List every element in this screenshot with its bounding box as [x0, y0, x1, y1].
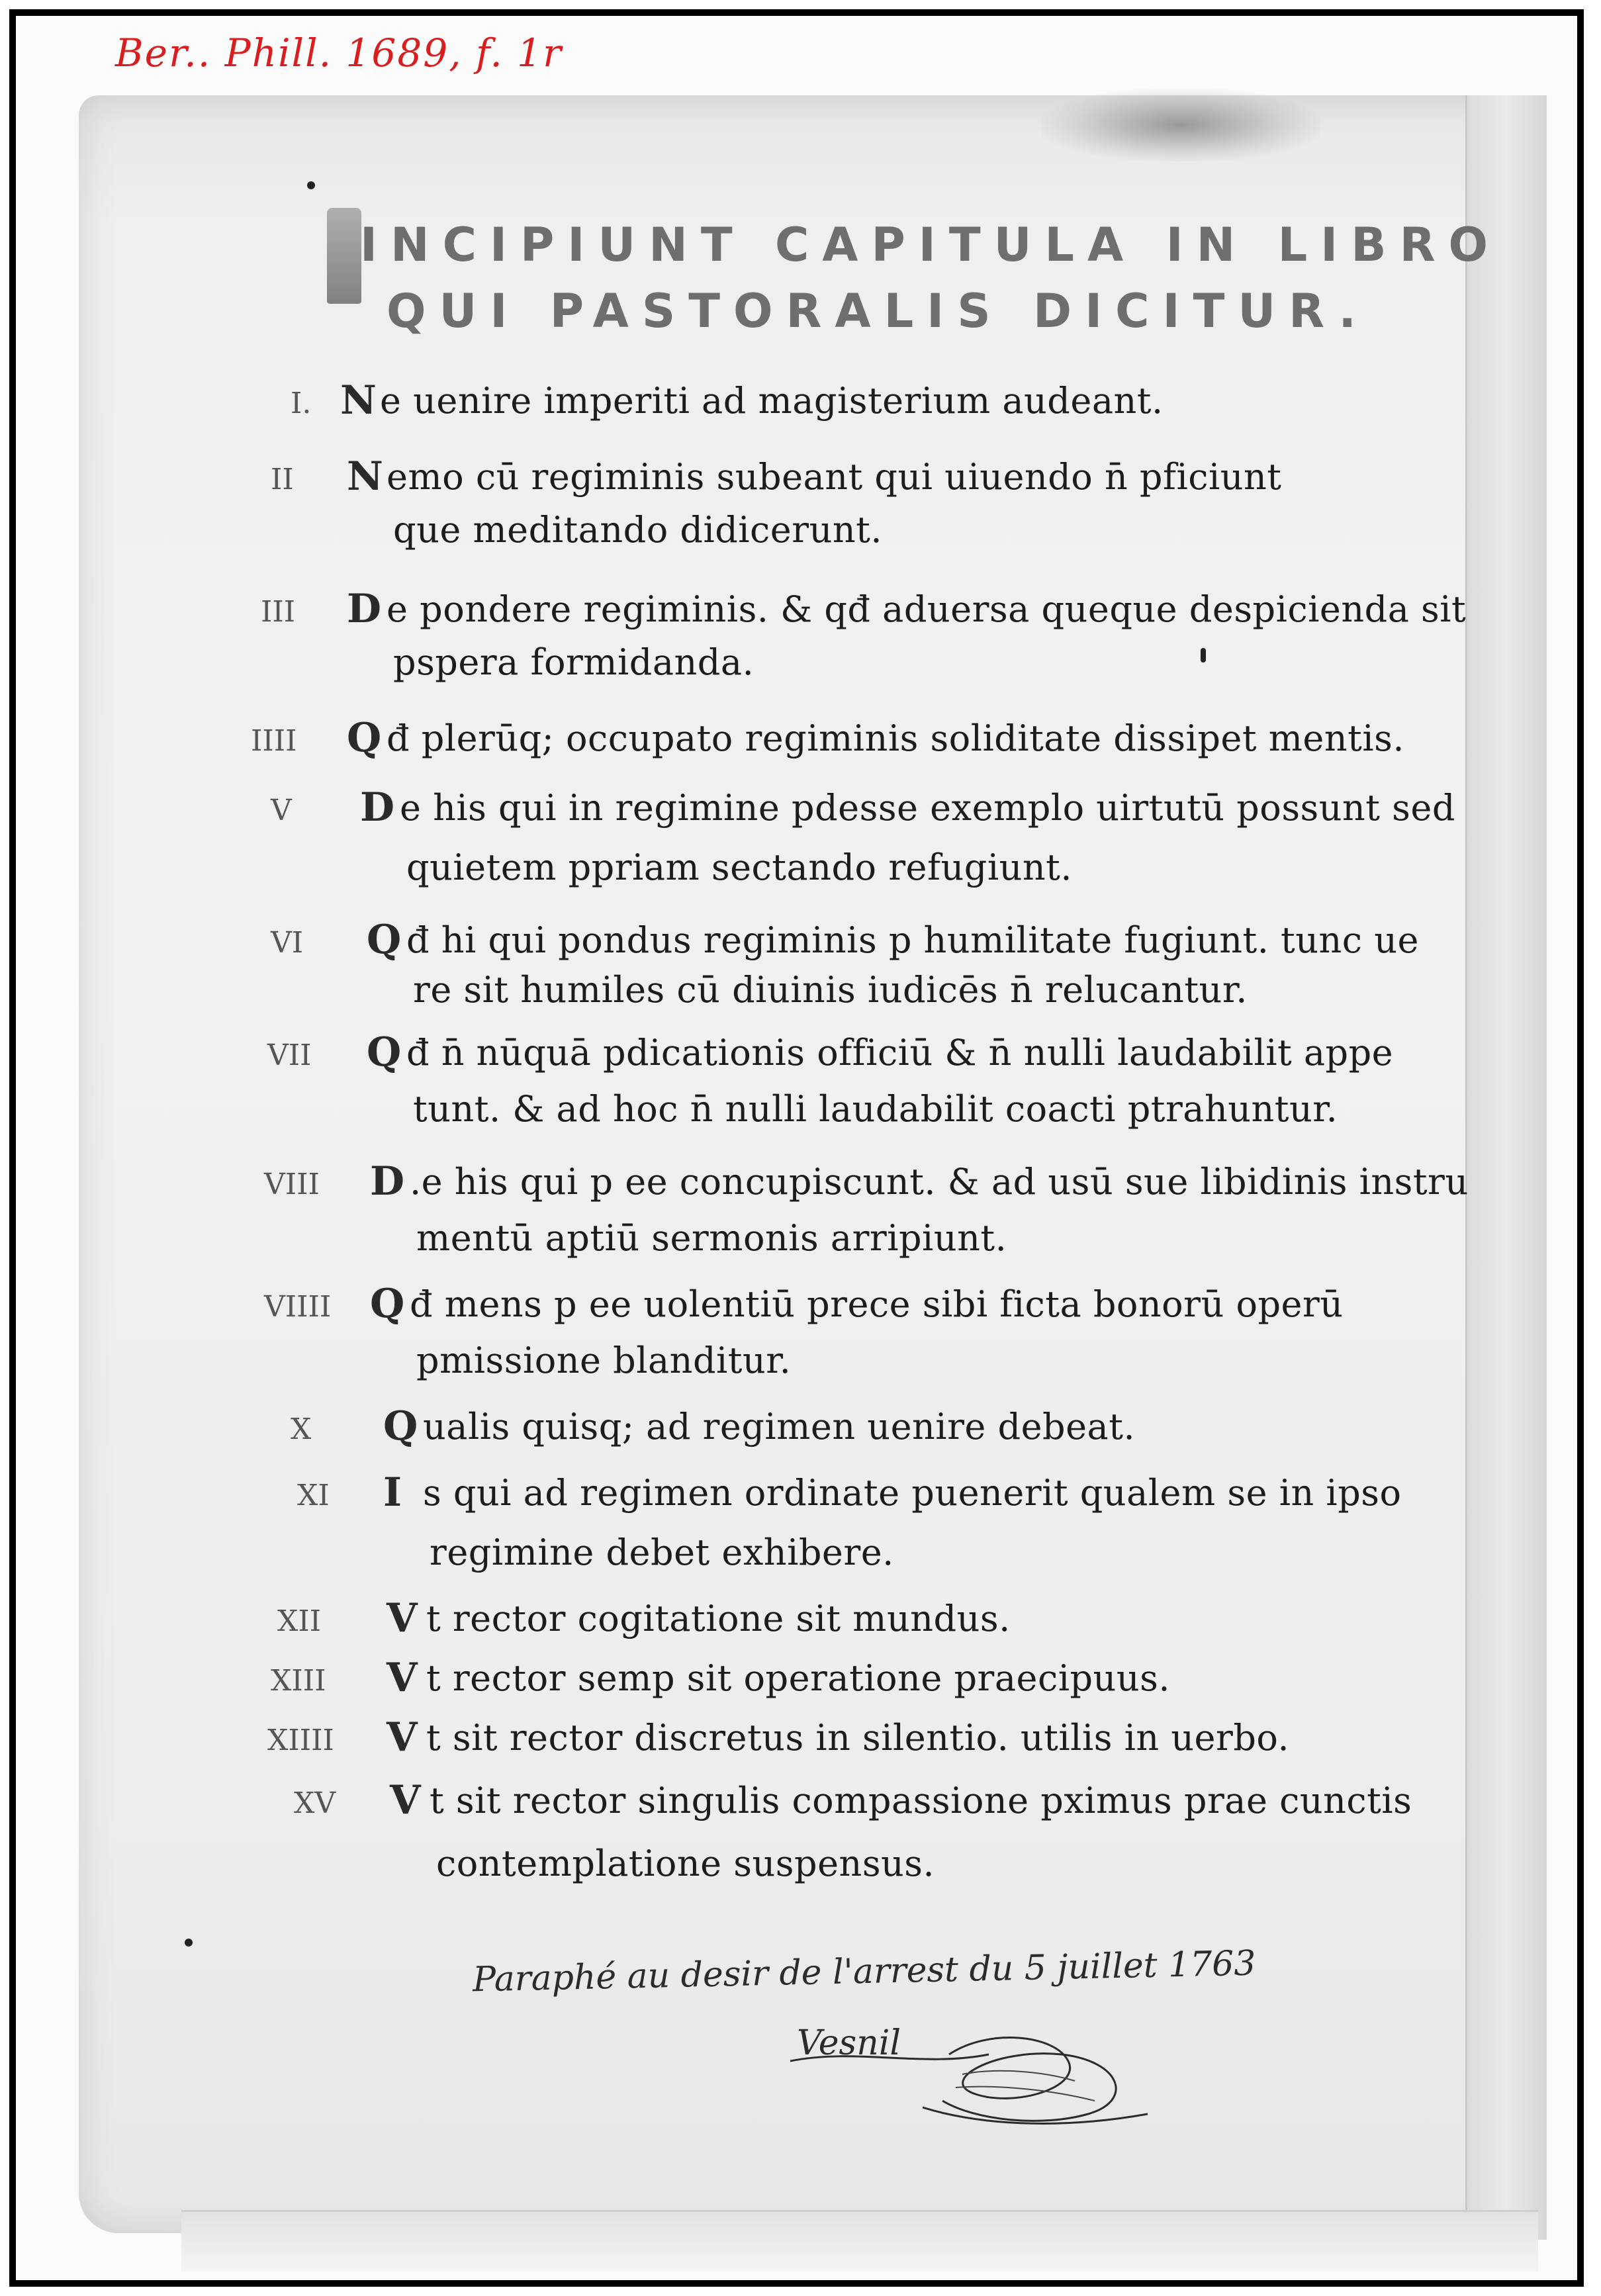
incipit-heading-line-2: QUI PASTORALIS DICITUR.: [387, 284, 1369, 338]
chapter-initial: V: [387, 1595, 418, 1641]
chapter-text: ualis quisq; ad regimen uenire debeat.: [423, 1406, 1136, 1447]
ink-dot: [307, 181, 315, 189]
chapter-numeral: VIIII: [264, 1290, 332, 1324]
leaf-bottom-edge: [181, 2210, 1538, 2272]
chapter-initial: Q: [383, 1403, 418, 1449]
chapter-text: e pondere regiminis. & qđ aduersa queque despicienda sit: [387, 588, 1467, 630]
chapter-initial: Q: [367, 1029, 402, 1076]
chapter-text-continuation: re sit humiles cū diuinis iudicēs n̄ relucantur.: [413, 969, 1248, 1011]
chapter-text: t sit rector singulis compassione pximus prae cunctis: [430, 1780, 1412, 1821]
chapter-initial: V: [387, 1655, 418, 1701]
chapter-numeral: XI: [297, 1479, 330, 1512]
chapter-numeral: III: [261, 595, 296, 629]
chapter-numeral: VI: [271, 926, 304, 960]
chapter-initial: N: [340, 377, 377, 424]
chapter-text-continuation: que meditando didicerunt.: [393, 509, 882, 551]
chapter-numeral: X: [291, 1412, 312, 1446]
chapter-initial: D: [360, 784, 395, 831]
photo-frame: [9, 9, 1584, 2287]
chapter-text-continuation: mentū aptiū sermonis arripiunt.: [416, 1217, 1007, 1259]
chapter-text: đ hi qui pondus regiminis p humilitate fugiunt. tunc ue: [406, 919, 1419, 961]
chapter-numeral: II: [271, 463, 294, 496]
shelfmark-label: Ber.. Phill. 1689, f. 1r: [115, 30, 563, 75]
chapter-text: đ plerūq; occupato regiminis soliditate dissipet mentis.: [387, 717, 1404, 759]
chapter-numeral: I.: [291, 387, 312, 420]
chapter-text-continuation: pspera formidanda.: [393, 641, 755, 683]
chapter-initial: Q: [367, 917, 402, 963]
leaf-stain: [1042, 89, 1320, 161]
chapter-initial: D: [347, 586, 382, 632]
chapter-text: s qui ad regimen ordinate puenerit qualem se in ipso: [423, 1472, 1402, 1514]
ink-dot: [185, 1939, 193, 1947]
chapter-numeral: VIII: [264, 1168, 320, 1201]
chapter-initial: I: [383, 1469, 402, 1516]
chapter-initial: Q: [347, 715, 382, 761]
signature: [777, 2008, 1174, 2143]
decorated-initial: [327, 208, 361, 304]
chapter-text-continuation: quietem ppriam sectando refugiunt.: [406, 847, 1073, 888]
chapter-initial: Q: [370, 1281, 405, 1327]
incipit-heading-line-1: INCIPIUNT CAPITULA IN LIBRO: [360, 218, 1501, 272]
chapter-text-continuation: regimine debet exhibere.: [430, 1532, 894, 1573]
chapter-numeral: IIII: [251, 724, 297, 758]
signature-flourish: [777, 2008, 1174, 2140]
chapter-text: e his qui in regimine pdesse exemplo uirtutū possunt sed: [400, 787, 1455, 829]
chapter-numeral: XV: [294, 1786, 336, 1820]
chapter-text: đ mens p ee uolentiū prece sibi ficta bonorū operū: [410, 1283, 1344, 1325]
chapter-text: đ n̄ nūquā pdicationis officiū & n̄ nulli laudabilit appe: [406, 1032, 1394, 1074]
chapter-text-continuation: pmissione blanditur.: [416, 1340, 792, 1381]
paraphe-note: Paraphé au desir de l'arrest du 5 juillet 1763: [472, 1943, 1256, 2000]
chapter-initial: D: [370, 1158, 405, 1205]
ink-mark: [1201, 648, 1206, 663]
chapter-numeral: XII: [277, 1604, 322, 1638]
chapter-text-continuation: contemplatione suspensus.: [436, 1843, 935, 1884]
chapter-initial: V: [387, 1714, 418, 1761]
chapter-text: emo cū regiminis subeant qui uiuendo n̄ pficiunt: [387, 456, 1282, 498]
chapter-text: .e his qui p ee concupiscunt. & ad usū sue libidinis instru: [410, 1161, 1469, 1203]
chapter-numeral: V: [271, 794, 292, 827]
chapter-text: t sit rector discretus in silentio. utilis in uerbo.: [426, 1717, 1290, 1759]
chapter-text: t rector semp sit operatione praecipuus.: [426, 1657, 1170, 1699]
chapter-numeral: VII: [267, 1038, 312, 1072]
chapter-numeral: XIIII: [267, 1723, 334, 1757]
chapter-text-continuation: tunt. & ad hoc n̄ nulli laudabilit coacti ptrahuntur.: [413, 1088, 1338, 1130]
chapter-text: t rector cogitatione sit mundus.: [426, 1598, 1011, 1639]
chapter-numeral: XIII: [271, 1664, 326, 1698]
binding-spine: [1465, 95, 1547, 2240]
chapter-initial: V: [390, 1777, 421, 1823]
chapter-text: e uenire imperiti ad magisterium audeant.: [380, 380, 1164, 422]
signature-text: Vesnil: [797, 2023, 901, 2063]
chapter-initial: N: [347, 453, 383, 500]
